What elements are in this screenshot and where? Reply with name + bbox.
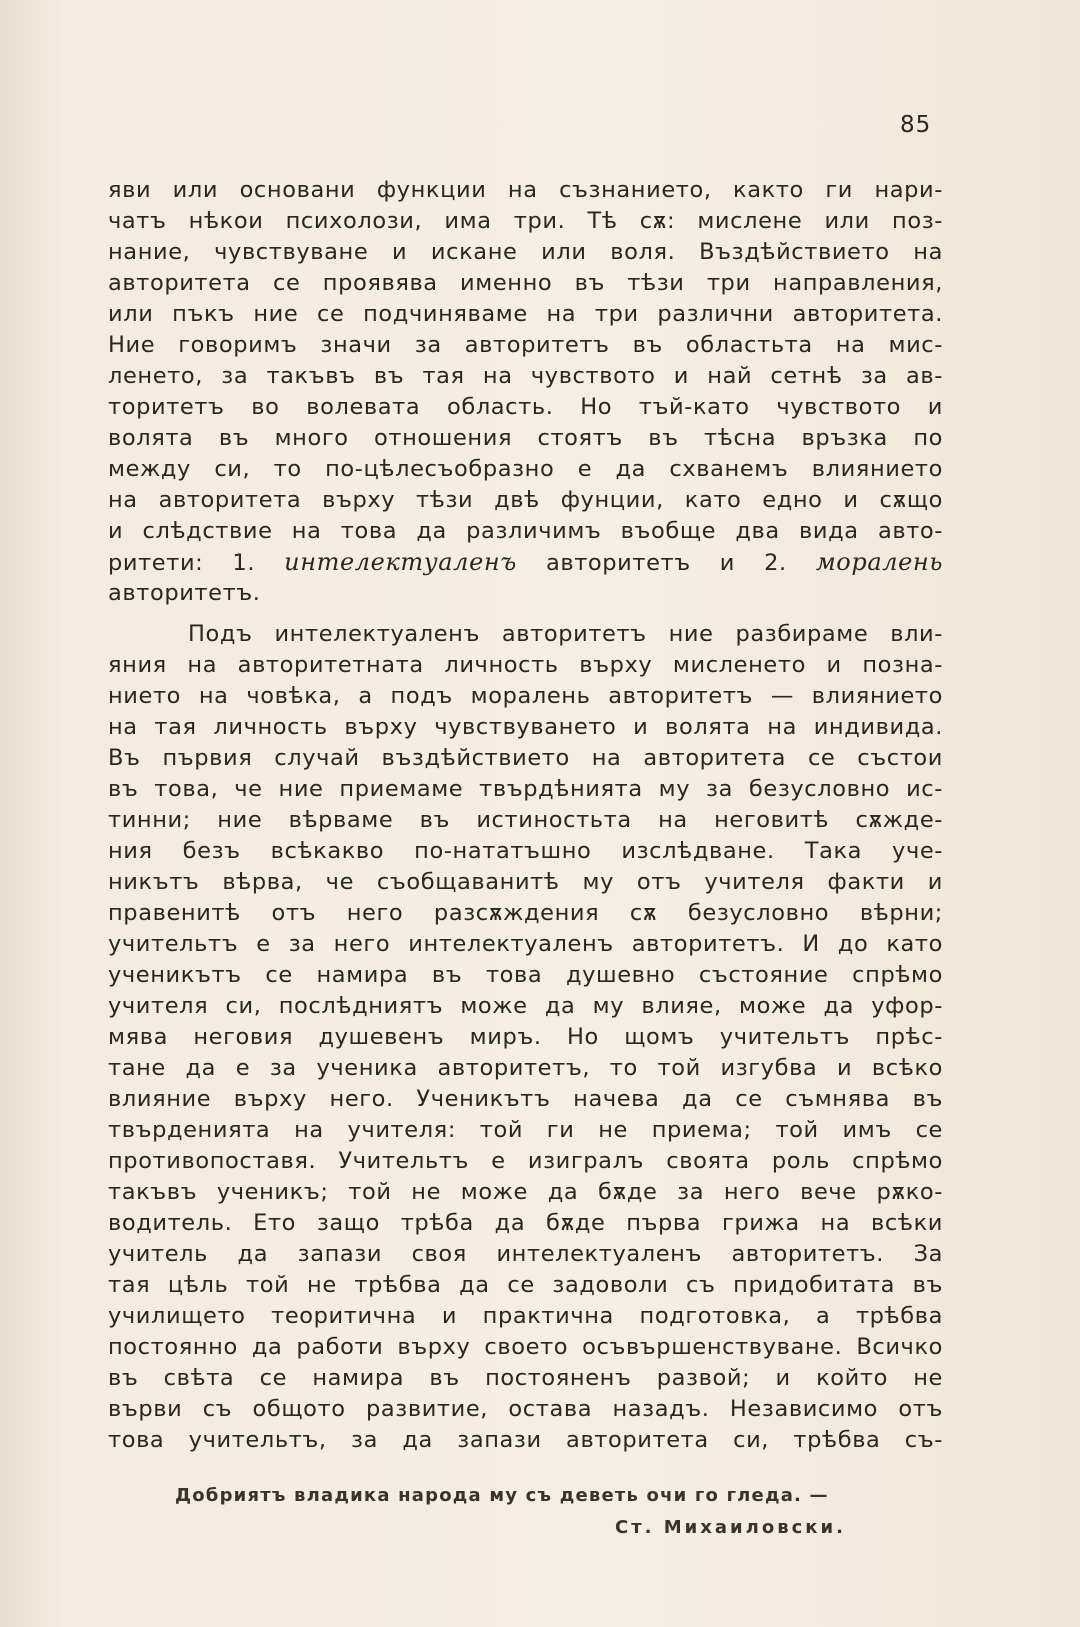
text-line: въ това, че ние приемаме твърдѣнията му за безусловно ис- [108,776,943,802]
text-line: авторитета се проявява именно въ тѣзи три направления, [108,270,943,296]
text-line: тане да е за ученика авторитетъ, то той изгубва и всѣко [108,1055,943,1081]
text-line: противопоставя. Учительтъ е изигралъ своята роль спрѣмо [108,1148,943,1174]
text-line: ленето, за такъвъ въ тая на чувството и най сетнѣ за ав- [108,363,943,389]
text-line: учителя си, послѣдниятъ може да му влияе, може да уфор- [108,993,943,1019]
text-line: тинни; ние вѣрваме въ истиностьта на неговитѣ сѫжде- [108,807,943,833]
text-line: нието на човѣка, а подъ моралень авторитетъ — влиянието [108,683,943,709]
text-line: училището теоритична и практична подготовка, а трѣбва [108,1303,943,1329]
text-line: мява неговия душевенъ миръ. Но щомъ учительтъ прѣс- [108,1024,943,1050]
text-line: Въ първия случай въздѣйствието на авторитета се състои [108,745,943,771]
text-line: чатъ нѣкои психолози, има три. Тѣ сѫ: мислене или поз- [108,208,943,234]
text-line: между си, то по-цѣлесъобразно е да схванемъ влиянието [108,456,943,482]
text-line: правенитѣ отъ него разсѫждения сѫ безусловно вѣрни; [108,900,943,926]
text-line: ученикътъ се намира въ това душевно състояние спрѣмо [108,962,943,988]
text-line: учительтъ е за него интелектуаленъ авторитетъ. И до като [108,931,943,957]
epigraph-author: Ст. Михаиловски. [615,1517,846,1538]
text-line: това учительтъ, за да запази авторитета си, трѣбва съ- [108,1427,943,1453]
text-line: или пъкъ ние се подчиняваме на три различни авторитета. [108,301,943,327]
emphasis-moral: моралень [815,548,943,576]
body-text [108,175,943,1456]
text-line: на тая личность върху чувствуването и волята на индивида. [108,714,943,740]
text-line: на авторитета върху тѣзи двѣ фунции, като едно и сѫщо [108,487,943,513]
text-line: водитель. Ето защо трѣба да бѫде първа грижа на всѣки [108,1210,943,1236]
text-line: нание, чувствуване и искане или воля. Въздѣйствието на [108,239,943,265]
text-line-with-emphasis [108,547,943,578]
text-line: никътъ вѣрва, че съобщаванитѣ му отъ учителя факти и [108,869,943,895]
page-number: 85 [900,112,932,138]
paragraph-1 [108,175,943,609]
text-line: авторитетъ. [108,580,261,606]
text-line: постоянно да работи върху своето осъвършенствуване. Всичко [108,1334,943,1360]
text-line: влияние върху него. Ученикътъ начева да се съмнява въ [108,1086,943,1112]
epigraph-quote: Добриятъ владика народа му съ деветь очи го гледа. — [175,1485,829,1506]
text-line: яви или основани функции на съзнанието, както ги нари- [108,177,943,203]
text-line: Ние говоримъ значи за авторитетъ въ областьта на мис- [108,332,943,358]
text-line: твърденията на учителя: той ги не приема; той имъ се [108,1117,943,1143]
text-line: торитетъ во волевата область. Но тъй-като чувството и [108,394,943,420]
text-line: такъвъ ученикъ; той не може да бѫде за него вече рѫко- [108,1179,943,1205]
epigraph [175,1480,895,1544]
text-segment: ритети: 1. [108,550,285,576]
text-line: тая цѣль той не трѣбва да се задоволи съ придобитата въ [108,1272,943,1298]
paragraph-2 [108,619,943,1456]
text-line: и слѣдствие на това да различимъ въобще два вида авто- [108,518,943,544]
text-line: върви съ общото развитие, остава назадъ. Независимо отъ [108,1396,943,1422]
text-line: волята въ много отношения стоятъ въ тѣсна връзка по [108,425,943,451]
text-line: яния на авторитетната личность върху мисленето и позна- [108,652,943,678]
text-line: въ свѣта се намира въ постояненъ развой; и който не [108,1365,943,1391]
emphasis-intellectual: интелектуаленъ [284,548,517,576]
text-segment: авторитетъ и 2. [516,550,816,576]
text-line: Подъ интелектуаленъ авторитетъ ние разбираме вли- [188,621,943,647]
text-line: учитель да запази своя интелектуаленъ авторитетъ. За [108,1241,943,1267]
text-line: ния безъ всѣкакво по-нататъшно изслѣдване. Така уче- [108,838,943,864]
